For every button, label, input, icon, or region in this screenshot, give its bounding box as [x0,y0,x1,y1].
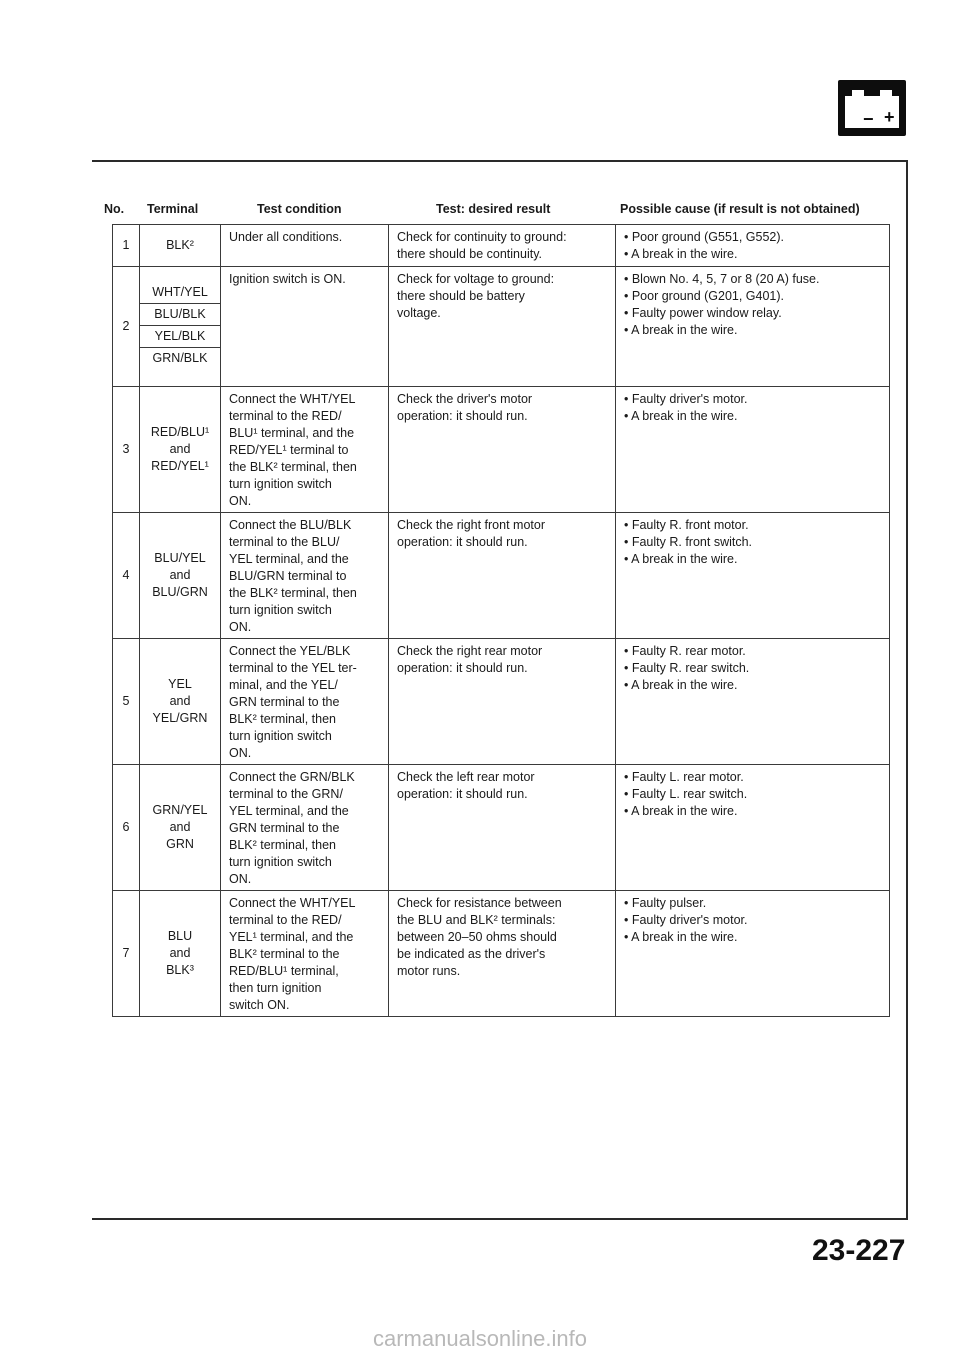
test-condition-line: BLK² terminal, then [229,712,336,726]
desired-result-line: operation: it should run. [397,787,528,801]
test-condition-line: terminal to the BLU/ [229,535,340,549]
possible-cause-line: • Faulty power window relay. [624,306,782,320]
test-condition [221,387,389,513]
possible-cause [616,891,890,1017]
terminal-label: BLU/YEL [154,551,206,565]
desired-result-line: the BLU and BLK² terminals: [397,913,556,927]
test-condition-line: ON. [229,494,252,508]
desired-result-line: Check for resistance between [397,896,562,910]
desired-result [389,765,616,891]
test-condition-line: Ignition switch is ON. [229,272,346,286]
possible-cause [616,513,890,639]
test-condition-line: YEL terminal, and the [229,804,349,818]
desired-result-line: there should be continuity. [397,247,543,261]
test-condition-line: GRN terminal to the [229,695,340,709]
desired-result-line: Check for continuity to ground: [397,230,567,244]
desired-result [389,225,616,267]
possible-cause-line: • Blown No. 4, 5, 7 or 8 (20 A) fuse. [624,272,820,286]
table-row [113,387,890,513]
terminal-label: BLK³ [166,963,194,977]
test-condition-line: minal, and the YEL/ [229,678,338,692]
test-condition [221,513,389,639]
desired-result [389,387,616,513]
test-condition-line: ON. [229,620,252,634]
test-condition-line: YEL¹ terminal, and the [229,930,354,944]
desired-result-line: voltage. [397,306,441,320]
test-condition-line: GRN terminal to the [229,821,340,835]
row-number: 5 [113,639,140,765]
possible-cause-line: • A break in the wire. [624,678,738,692]
test-condition-line: turn ignition switch [229,729,332,743]
test-condition-line: ON. [229,746,252,760]
possible-cause-line: • Faulty L. rear motor. [624,770,744,784]
possible-cause-line: • A break in the wire. [624,247,738,261]
header-test-condition: Test condition [257,202,342,216]
desired-result-line: operation: it should run. [397,535,528,549]
terminal-cell [140,891,221,1017]
terminal-cell [140,513,221,639]
test-condition [221,765,389,891]
possible-cause-line: • Faulty R. rear switch. [624,661,750,675]
row-number: 1 [113,225,140,267]
possible-cause-line: • A break in the wire. [624,409,738,423]
terminal-cell [140,267,221,387]
terminal-label: YEL/BLK [140,326,220,348]
test-condition-line: Connect the BLU/BLK [229,518,352,532]
test-condition-line: the BLK² terminal, then [229,460,357,474]
terminal-label: and [169,946,191,960]
possible-cause-line: • Faulty driver's motor. [624,913,748,927]
desired-result-line: motor runs. [397,964,461,978]
possible-cause-line: • Faulty R. front switch. [624,535,753,549]
possible-cause-line: • Faulty L. rear switch. [624,787,748,801]
test-condition-line: Connect the WHT/YEL [229,896,356,910]
test-condition-line: RED/BLU¹ terminal, [229,964,339,978]
terminal-label: RED/YEL¹ [151,459,209,473]
terminal-label: YEL [168,677,192,691]
terminal-label: RED/BLU¹ [150,425,210,439]
desired-result [389,639,616,765]
test-condition-line: ON. [229,872,252,886]
test-condition-line: RED/YEL¹ terminal to [229,443,349,457]
test-condition-line: Connect the WHT/YEL [229,392,356,406]
row-number: 4 [113,513,140,639]
terminal-label: GRN/YEL [152,803,208,817]
header-possible-cause: Possible cause (if result is not obtained) [620,202,860,216]
test-condition-line: turn ignition switch [229,477,332,491]
test-condition [221,891,389,1017]
row-number: 2 [113,267,140,387]
possible-cause-line: • Faulty driver's motor. [624,392,748,406]
test-condition-line: terminal to the YEL ter- [229,661,357,675]
desired-result-line: between 20–50 ohms should [397,930,557,944]
top-rule [92,160,908,162]
terminal-cell [140,639,221,765]
watermark: carmanualsonline.info [372,1326,588,1351]
terminal-label: YEL/GRN [152,711,208,725]
battery-icon: − + [838,80,906,136]
terminal-label: BLK² [166,238,194,252]
test-condition-line: turn ignition switch [229,855,332,869]
right-rule [906,160,908,1220]
test-condition [221,639,389,765]
terminal-label: and [169,568,191,582]
table-row [113,513,890,639]
possible-cause [616,765,890,891]
table-row [113,765,890,891]
terminal-label: BLU [167,929,193,943]
table-row [113,891,890,1017]
possible-cause [616,225,890,267]
terminal-label: and [169,820,191,834]
test-condition-line: terminal to the GRN/ [229,787,343,801]
test-condition-line: terminal to the RED/ [229,913,342,927]
test-condition-line: switch ON. [229,998,290,1012]
terminal-cell [140,225,221,267]
possible-cause [616,387,890,513]
row-number: 3 [113,387,140,513]
desired-result-line: there should be battery [397,289,525,303]
table-row [113,639,890,765]
test-condition-line: BLK² terminal to the [229,947,340,961]
desired-result [389,891,616,1017]
desired-result-line: operation: it should run. [397,661,528,675]
possible-cause [616,267,890,387]
terminal-cell [140,387,221,513]
desired-result-line: Check the driver's motor [397,392,533,406]
test-table [112,224,890,1017]
possible-cause-line: • Faulty R. rear motor. [624,644,746,658]
test-condition-line: terminal to the RED/ [229,409,342,423]
header-no: No. [104,202,125,216]
desired-result-line: Check the right rear motor [397,644,543,658]
possible-cause-line: • A break in the wire. [624,930,738,944]
page-number: 23-227 [812,1234,906,1267]
desired-result-line: be indicated as the driver's [397,947,546,961]
possible-cause-line: • Poor ground (G201, G401). [624,289,785,303]
desired-result [389,513,616,639]
terminal-label: GRN/BLK [152,350,208,365]
test-condition-line: then turn ignition [229,981,322,995]
possible-cause-line: • A break in the wire. [624,323,738,337]
possible-cause-line: • Faulty pulser. [624,896,707,910]
header-desired-result: Test: desired result [436,202,551,216]
possible-cause [616,639,890,765]
table-row [113,225,890,267]
terminal-cell [140,765,221,891]
desired-result-line: Check the right front motor [397,518,545,532]
terminal-label: BLU/GRN [152,585,208,599]
header-terminal: Terminal [147,202,199,216]
test-condition [221,267,389,387]
test-condition [221,225,389,267]
possible-cause-line: • A break in the wire. [624,804,738,818]
desired-result-line: Check the left rear motor [397,770,535,784]
terminal-label: WHT/YEL [140,282,220,304]
test-condition-line: BLK² terminal, then [229,838,336,852]
test-condition-line: Connect the GRN/BLK [229,770,355,784]
test-condition-line: turn ignition switch [229,603,332,617]
table-row [113,267,890,387]
desired-result-line: Check for voltage to ground: [397,272,555,286]
possible-cause-line: • Faulty R. front motor. [624,518,749,532]
terminal-label: BLU/BLK [140,304,220,326]
test-condition-line: BLU¹ terminal, and the [229,426,355,440]
terminal-label: GRN [166,837,194,851]
test-condition-line: Connect the YEL/BLK [229,644,351,658]
test-condition-line: BLU/GRN terminal to [229,569,347,583]
possible-cause-line: • Poor ground (G551, G552). [624,230,785,244]
test-condition-line: the BLK² terminal, then [229,586,357,600]
possible-cause-line: • A break in the wire. [624,552,738,566]
row-number: 6 [113,765,140,891]
terminal-label: and [169,694,191,708]
test-condition-line: Under all conditions. [229,230,343,244]
test-condition-line: YEL terminal, and the [229,552,349,566]
desired-result [389,267,616,387]
desired-result-line: operation: it should run. [397,409,528,423]
row-number: 7 [113,891,140,1017]
terminal-label: and [169,442,191,456]
bottom-rule [92,1218,908,1220]
